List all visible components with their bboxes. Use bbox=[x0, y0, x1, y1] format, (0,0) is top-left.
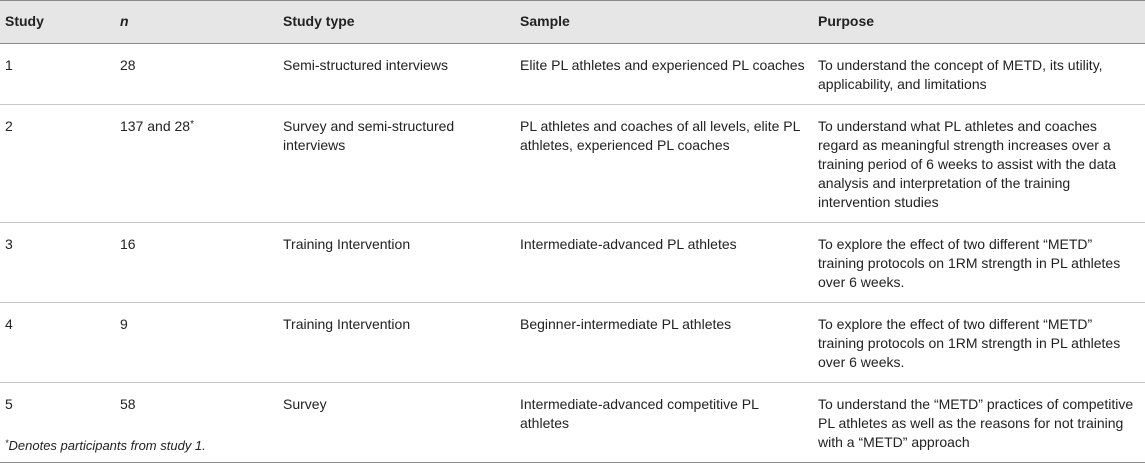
cell-n-value: 28 bbox=[120, 57, 136, 73]
cell-sample: PL athletes and coaches of all levels, elite PL athletes, experienced PL coaches bbox=[515, 105, 813, 223]
cell-n-value: 58 bbox=[120, 396, 136, 412]
cell-purpose: To understand what PL athletes and coaches regard as meaningful strength increases over a training period of 6 weeks to assist with the data analysis and interpretation of the training intervention studies bbox=[813, 105, 1145, 223]
header-sample: Sample bbox=[515, 1, 813, 44]
cell-n-value: 16 bbox=[120, 236, 136, 252]
cell-sample: Elite PL athletes and experienced PL coaches bbox=[515, 44, 813, 105]
table-row bbox=[0, 303, 1145, 383]
cell-study: 4 bbox=[0, 303, 115, 383]
cell-study: 1 bbox=[0, 44, 115, 105]
header-study: Study bbox=[0, 1, 115, 44]
table-body bbox=[0, 44, 1145, 463]
table-row bbox=[0, 223, 1145, 303]
cell-study: 2 bbox=[0, 105, 115, 223]
cell-n bbox=[115, 105, 278, 223]
cell-sample: Beginner-intermediate PL athletes bbox=[515, 303, 813, 383]
cell-n-value: 9 bbox=[120, 316, 128, 332]
cell-study: 3 bbox=[0, 223, 115, 303]
cell-n bbox=[115, 223, 278, 303]
cell-study-type: Semi-structured interviews bbox=[278, 44, 515, 105]
cell-n-value: 137 and 28 bbox=[120, 118, 191, 134]
cell-n bbox=[115, 44, 278, 105]
header-study-type: Study type bbox=[278, 1, 515, 44]
header-row bbox=[0, 1, 1145, 44]
cell-n-mark: * bbox=[190, 119, 194, 130]
header-n: n bbox=[115, 1, 278, 44]
cell-study-type: Survey bbox=[278, 383, 515, 463]
cell-sample: Intermediate-advanced competitive PL athletes bbox=[515, 383, 813, 463]
cell-study-type: Training Intervention bbox=[278, 223, 515, 303]
footnote-mark: * bbox=[5, 438, 9, 448]
cell-purpose: To explore the effect of two different “METD” training protocols on 1RM strength in PL athletes over 6 weeks. bbox=[813, 303, 1145, 383]
cell-study-type: Training Intervention bbox=[278, 303, 515, 383]
cell-sample: Intermediate-advanced PL athletes bbox=[515, 223, 813, 303]
table-header bbox=[0, 1, 1145, 44]
table-row bbox=[0, 105, 1145, 223]
cell-n bbox=[115, 303, 278, 383]
table-footnote bbox=[5, 438, 206, 453]
cell-purpose: To explore the effect of two different “METD” training protocols on 1RM strength in PL athletes over 6 weeks. bbox=[813, 223, 1145, 303]
table-row bbox=[0, 44, 1145, 105]
footnote-text: Denotes participants from study 1. bbox=[8, 438, 206, 453]
cell-study: 5 bbox=[0, 383, 115, 463]
cell-study-type: Survey and semi-structured interviews bbox=[278, 105, 515, 223]
header-purpose: Purpose bbox=[813, 1, 1145, 44]
cell-purpose: To understand the concept of METD, its utility, applicability, and limitations bbox=[813, 44, 1145, 105]
cell-purpose: To understand the “METD” practices of competitive PL athletes as well as the reasons for not training with a “METD” approach bbox=[813, 383, 1145, 463]
